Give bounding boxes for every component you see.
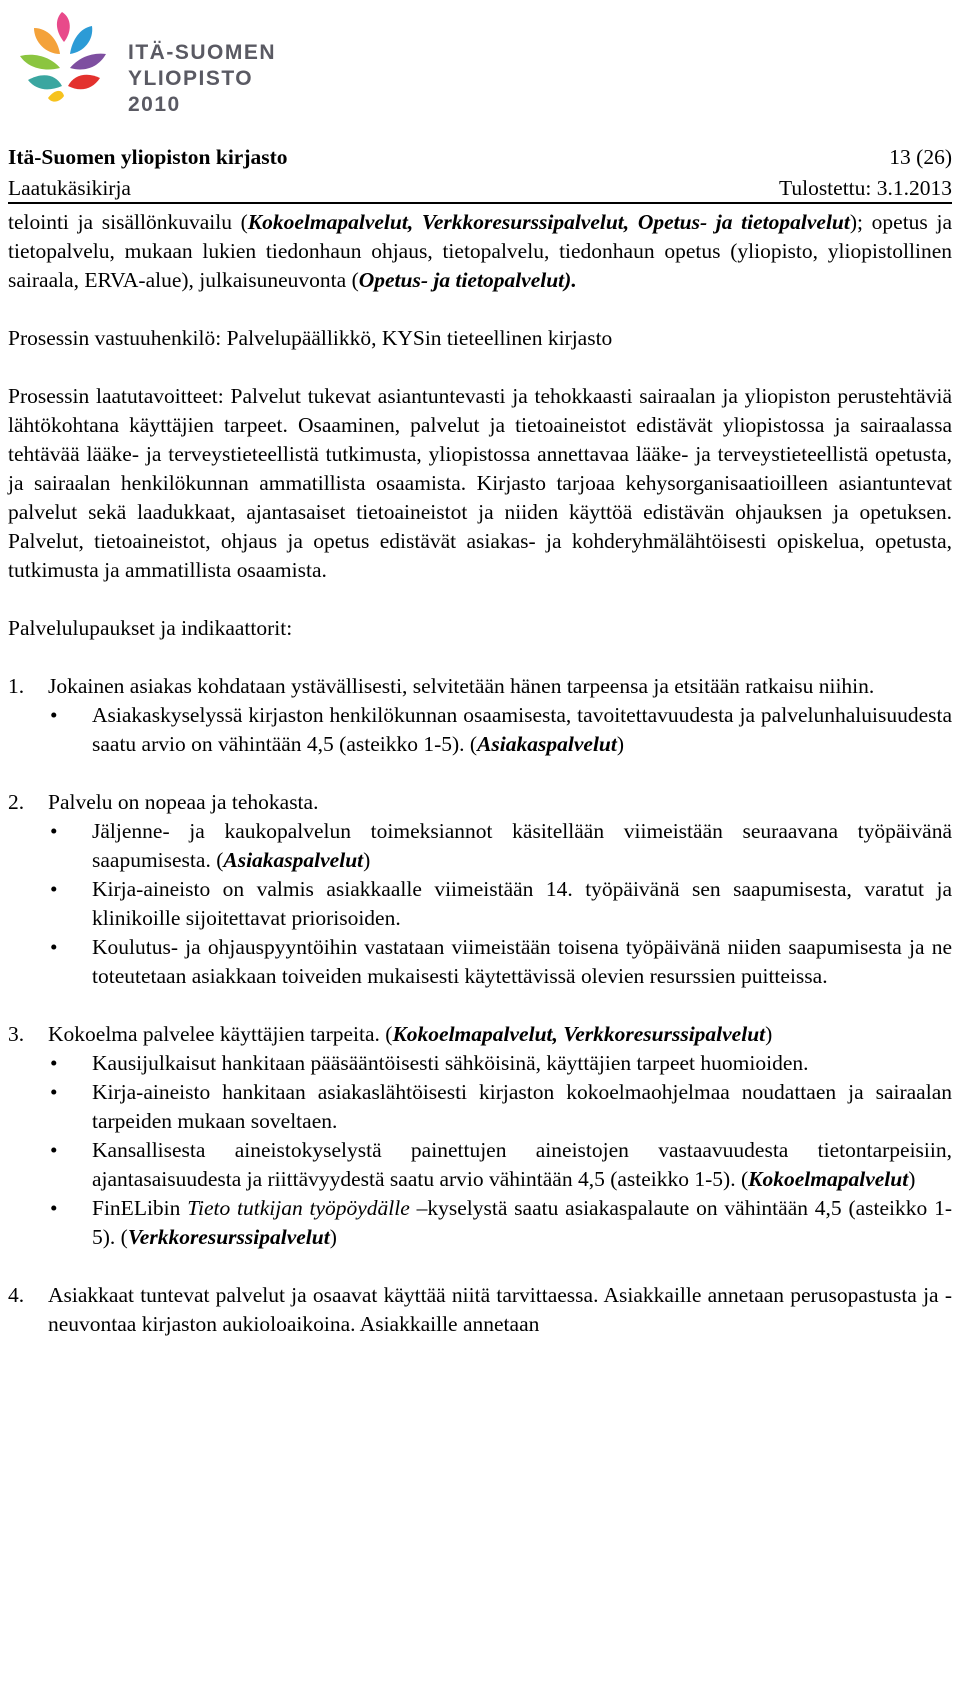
list-item: • Jäljenne- ja kaukopalvelun toimeksiannot käsitellään viimeistään seuraavana työpäivänä saapumisesta. (Asiakaspalvelut) [50, 819, 952, 872]
list-item: • Koulutus- ja ohjauspyyntöihin vastataan viimeistään toisena työpäivänä niiden saapumisesta ja ne toteutetaan asiakkaan toiveiden mukaisesti käytettävissä olevien resurssien puitteissa. [50, 935, 952, 988]
bullet-list-3 [8, 1049, 952, 1252]
print-date: Tulostettu: 3.1.2013 [778, 176, 952, 200]
header-divider [8, 202, 952, 204]
bullet-icon: • [50, 703, 58, 727]
numbered-item-3: 3. Kokoelma palvelee käyttäjien tarpeita. (Kokoelmapalvelut, Verkkoresurssipalvelut) [8, 1022, 773, 1046]
page-number: 13 (26) [889, 145, 952, 169]
bullet-icon: • [50, 1196, 58, 1220]
bullet-icon: • [50, 819, 58, 843]
university-logo [14, 6, 304, 116]
bullet-icon: • [50, 1080, 58, 1104]
document-title: Itä-Suomen yliopiston kirjasto [8, 145, 288, 169]
numbered-item-2: 2. Palvelu on nopeaa ja tehokasta. [8, 790, 319, 814]
bullet-list-1 [8, 701, 952, 759]
numbered-item-1: 1. Jokainen asiakas kohdataan ystävällisesti, selvitetään hänen tarpeensa ja etsitään ratkaisu niihin. [8, 674, 875, 698]
intro-paragraph: telointi ja sisällönkuvailu (Kokoelmapalvelut, Verkkoresurssipalvelut, Opetus- ja tietopalvelut); opetus ja tietopalvelu, mukaan lukien tiedonhaun ohjaus, tietopalvelu, tiedonhaun opetus (yliopisto, yliopistollinen sairaala, ERVA-alue), julkaisuneuvonta (Opetus- ja tietopalvelut). [8, 210, 952, 292]
promises-heading: Palvelulupaukset ja indikaattorit: [8, 616, 293, 640]
document-body [8, 208, 952, 1339]
list-item: • Kirja-aineisto hankitaan asiakaslähtöisesti kirjaston kokoelmaohjelmaa noudattaen ja sairaalan tarpeiden mukaan soveltaen. [50, 1080, 952, 1133]
bullet-list-2 [8, 817, 952, 991]
bullet-icon: • [50, 935, 58, 959]
numbered-item-4: 4. Asiakkaat tuntevat palvelut ja osaavat käyttää niitä tarvittaessa. Asiakkaille annetaan perusopastusta ja -neuvontaa kirjaston aukioloaikoina. Asiakkaille annetaan [8, 1283, 952, 1336]
bullet-icon: • [50, 877, 58, 901]
list-item: • Kausijulkaisut hankitaan pääsääntöisesti sähköisinä, käyttäjien tarpeet huomioiden. [92, 1049, 952, 1078]
bullet-icon: • [50, 1051, 58, 1075]
logo-mark-icon [14, 6, 114, 106]
quality-goals-paragraph: Prosessin laatutavoitteet: Palvelut tukevat asiantuntevasti ja tehokkaasti sairaalan ja yliopiston perustehtäviä lähtökohtana käyttäjien tarpeet. Osaaminen, palvelut ja tietoaineistot edistävät yliopistossa ja sairaalassa tehtävää lääke- ja terveystieteellistä tutkimusta, yliopistossa annettavaa lääke- ja terveystieteellistä opetusta, ja sairaalan henkilökunnan ammatillista osaamista. Kirjasto tarjoaa kehysorganisaatioilleen asiantuntevat palvelut sekä laadukkaat, ajantasaiset tietoaineistot ja niiden käyttöä edistävän ohjauksen ja opetuksen. Palvelut, tietoaineistot, ohjaus ja opetus edistävät asiakas- ja kohderyhmälähtöisesti opiskelua, opetusta, tutkimusta ja ammatillista osaamista. [8, 384, 952, 582]
list-item: • FinELibin Tieto tutkijan työpöydälle –kyselystä saatu asiakaspalaute on vähintään 4,5 (asteikko 1-5). (Verkkoresurssipalvelut) [50, 1196, 952, 1249]
document-subtitle: Laatukäsikirja [8, 176, 131, 200]
list-item: • Asiakaskyselyssä kirjaston henkilökunnan osaamisesta, tavoitettavuudesta ja palvelunhaluisuudesta saatu arvio on vähintään 4,5 (asteikko 1-5). (Asiakaspalvelut) [50, 703, 952, 756]
bullet-icon: • [50, 1138, 58, 1162]
logo-line-2: YLIOPISTO 2010 [128, 67, 254, 116]
logo-line-1: ITÄ-SUOMEN [128, 41, 276, 64]
list-item: • Kirja-aineisto on valmis asiakkaalle viimeistään 14. työpäivänä sen saapumisesta, varatut ja klinikoille sijoitettavat priorisoiden. [50, 877, 952, 930]
responsible-person: Prosessin vastuuhenkilö: Palvelupäällikkö, KYSin tieteellinen kirjasto [8, 326, 613, 350]
list-item: • Kansallisesta aineistokyselystä painettujen aineistojen vastaavuudesta tietontarpeisiin, ajantasaisuudesta ja riittävyydestä saatu arvio vähintään 4,5 (asteikko 1-5). (Kokoelmapalvelut) [50, 1138, 952, 1191]
